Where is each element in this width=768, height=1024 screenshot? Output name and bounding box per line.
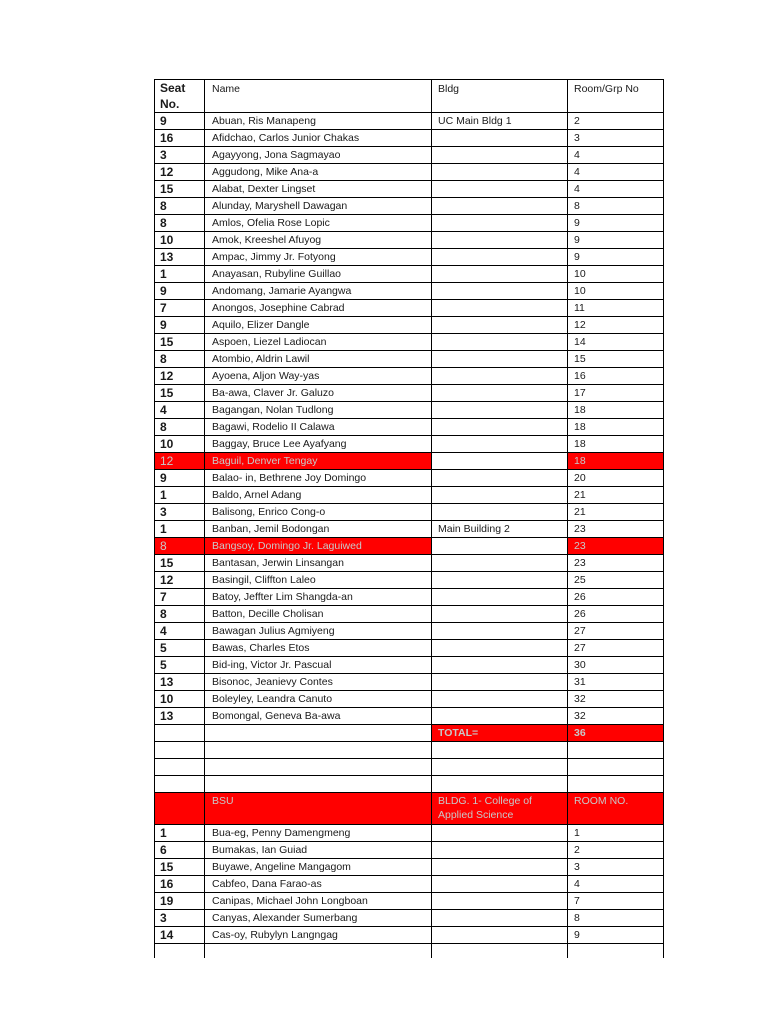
room-cell: 3 <box>568 859 664 876</box>
room-cell: 18 <box>568 453 664 470</box>
seat-no-cell: 12 <box>155 572 205 589</box>
header-seat-no: Seat No. <box>155 80 205 113</box>
seat-no-cell: 15 <box>155 859 205 876</box>
table-row <box>155 436 664 453</box>
seat-no-cell: 3 <box>155 504 205 521</box>
room-cell: 11 <box>568 300 664 317</box>
table-row <box>155 419 664 436</box>
bldg-cell <box>432 130 568 147</box>
table-row <box>155 385 664 402</box>
name-cell: Aspoen, Liezel Ladiocan <box>205 334 432 351</box>
seat-no-cell: 9 <box>155 283 205 300</box>
bldg-cell <box>432 893 568 910</box>
bldg-cell <box>432 215 568 232</box>
room-cell: 8 <box>568 198 664 215</box>
bldg-cell <box>432 317 568 334</box>
bsu-header-label: BSU <box>205 793 432 825</box>
table-row <box>155 927 664 944</box>
seat-no-cell: 9 <box>155 113 205 130</box>
name-cell: Ba-awa, Claver Jr. Galuzo <box>205 385 432 402</box>
room-cell: 4 <box>568 147 664 164</box>
name-cell <box>205 742 432 759</box>
room-cell: 26 <box>568 606 664 623</box>
room-cell: 27 <box>568 640 664 657</box>
seat-no-cell: 8 <box>155 538 205 555</box>
room-cell <box>568 944 664 959</box>
bldg-cell <box>432 402 568 419</box>
name-cell: Bangsoy, Domingo Jr. Laguiwed <box>205 538 432 555</box>
seat-no-cell: 12 <box>155 453 205 470</box>
seat-no-cell: 1 <box>155 825 205 842</box>
seat-no-cell: 3 <box>155 147 205 164</box>
name-cell: Alabat, Dexter Lingset <box>205 181 432 198</box>
bldg-cell <box>432 572 568 589</box>
table-row <box>155 555 664 572</box>
bsu-header-seat <box>155 793 205 825</box>
room-cell: 16 <box>568 368 664 385</box>
name-cell: Afidchao, Carlos Junior Chakas <box>205 130 432 147</box>
name-cell: Atombio, Aldrin Lawil <box>205 351 432 368</box>
name-cell: Balao- in, Bethrene Joy Domingo <box>205 470 432 487</box>
seat-no-cell: 5 <box>155 657 205 674</box>
seat-no-cell <box>155 725 205 742</box>
name-cell: Banban, Jemil Bodongan <box>205 521 432 538</box>
table-row <box>155 266 664 283</box>
seat-no-cell: 12 <box>155 164 205 181</box>
room-cell: 1 <box>568 825 664 842</box>
seat-no-cell: 3 <box>155 910 205 927</box>
bldg-cell <box>432 164 568 181</box>
table-row <box>155 589 664 606</box>
seat-no-cell: 16 <box>155 876 205 893</box>
room-cell: 27 <box>568 623 664 640</box>
room-cell: 23 <box>568 538 664 555</box>
bldg-cell <box>432 876 568 893</box>
name-cell: Aquilo, Elizer Dangle <box>205 317 432 334</box>
room-cell: 9 <box>568 232 664 249</box>
name-cell: Boleyley, Leandra Canuto <box>205 691 432 708</box>
bldg-cell <box>432 708 568 725</box>
table-row <box>155 181 664 198</box>
table-row <box>155 334 664 351</box>
header-name: Name <box>205 80 432 113</box>
name-cell: Abuan, Ris Manapeng <box>205 113 432 130</box>
seat-no-cell: 7 <box>155 589 205 606</box>
seat-no-cell: 9 <box>155 317 205 334</box>
name-cell: Canipas, Michael John Longboan <box>205 893 432 910</box>
table-row <box>155 300 664 317</box>
bldg-cell <box>432 674 568 691</box>
room-cell: 25 <box>568 572 664 589</box>
table-row <box>155 893 664 910</box>
bldg-cell <box>432 368 568 385</box>
name-cell: Bawas, Charles Etos <box>205 640 432 657</box>
name-cell: Anongos, Josephine Cabrad <box>205 300 432 317</box>
table-row <box>155 351 664 368</box>
seat-assignment-table <box>154 79 664 958</box>
room-cell: 12 <box>568 317 664 334</box>
bldg-cell <box>432 776 568 793</box>
bldg-cell <box>432 842 568 859</box>
room-cell <box>568 742 664 759</box>
bldg-cell <box>432 742 568 759</box>
room-cell: 31 <box>568 674 664 691</box>
name-cell: Agayyong, Jona Sagmayao <box>205 147 432 164</box>
bldg-cell <box>432 691 568 708</box>
table-continuation <box>155 944 664 959</box>
name-cell: Cabfeo, Dana Farao-as <box>205 876 432 893</box>
room-cell: 32 <box>568 708 664 725</box>
seat-no-cell: 9 <box>155 470 205 487</box>
table-row <box>155 521 664 538</box>
name-cell: Amlos, Ofelia Rose Lopic <box>205 215 432 232</box>
room-cell: 23 <box>568 521 664 538</box>
name-cell <box>205 944 432 959</box>
seat-no-cell: 7 <box>155 300 205 317</box>
room-cell: 8 <box>568 910 664 927</box>
bldg-cell <box>432 538 568 555</box>
room-cell: 15 <box>568 351 664 368</box>
bldg-cell <box>432 487 568 504</box>
seat-no-cell: 19 <box>155 893 205 910</box>
seat-no-cell: 12 <box>155 368 205 385</box>
room-cell: 9 <box>568 215 664 232</box>
total-row <box>155 725 664 742</box>
room-cell: 10 <box>568 283 664 300</box>
name-cell: Batton, Decille Cholisan <box>205 606 432 623</box>
name-cell: Bagawi, Rodelio II Calawa <box>205 419 432 436</box>
bldg-cell <box>432 640 568 657</box>
bldg-cell <box>432 266 568 283</box>
name-cell: Balisong, Enrico Cong-o <box>205 504 432 521</box>
room-cell: 26 <box>568 589 664 606</box>
room-cell: 23 <box>568 555 664 572</box>
name-cell: Aggudong, Mike Ana-a <box>205 164 432 181</box>
table-row <box>155 164 664 181</box>
name-cell: Anayasan, Rubyline Guillao <box>205 266 432 283</box>
table-row <box>155 825 664 842</box>
room-cell: 18 <box>568 419 664 436</box>
highlighted-table-row <box>155 453 664 470</box>
seat-no-cell <box>155 776 205 793</box>
name-cell <box>205 776 432 793</box>
bldg-cell <box>432 283 568 300</box>
name-cell: Alunday, Maryshell Dawagan <box>205 198 432 215</box>
seat-no-cell: 13 <box>155 708 205 725</box>
name-cell: Cas-oy, Rubylyn Langngag <box>205 927 432 944</box>
seat-no-cell: 8 <box>155 351 205 368</box>
seat-no-cell: 8 <box>155 419 205 436</box>
bsu-header-room: ROOM NO. <box>568 793 664 825</box>
seat-no-cell: 15 <box>155 334 205 351</box>
name-cell: Ayoena, Aljon Way-yas <box>205 368 432 385</box>
seat-no-cell: 8 <box>155 198 205 215</box>
name-cell: Baguil, Denver Tengay <box>205 453 432 470</box>
seat-no-cell: 15 <box>155 385 205 402</box>
bldg-cell <box>432 436 568 453</box>
name-cell: Bumakas, Ian Guiad <box>205 842 432 859</box>
bldg-cell <box>432 453 568 470</box>
name-cell: Canyas, Alexander Sumerbang <box>205 910 432 927</box>
table-row <box>155 402 664 419</box>
room-cell: 4 <box>568 181 664 198</box>
bldg-cell <box>432 181 568 198</box>
total-label: TOTAL= <box>432 725 568 742</box>
room-cell: 9 <box>568 249 664 266</box>
seat-no-cell: 15 <box>155 181 205 198</box>
bldg-cell <box>432 910 568 927</box>
bldg-cell <box>432 589 568 606</box>
room-cell: 2 <box>568 842 664 859</box>
table-row <box>155 606 664 623</box>
seat-no-cell: 8 <box>155 215 205 232</box>
bldg-cell <box>432 351 568 368</box>
seat-no-cell: 10 <box>155 691 205 708</box>
header-room-grp-no: Room/Grp No <box>568 80 664 113</box>
name-cell: Buyawe, Angeline Mangagom <box>205 859 432 876</box>
room-cell: 2 <box>568 113 664 130</box>
seat-no-cell: 10 <box>155 232 205 249</box>
bldg-cell <box>432 249 568 266</box>
name-cell: Ampac, Jimmy Jr. Fotyong <box>205 249 432 266</box>
table-header-row <box>155 80 664 113</box>
room-cell: 14 <box>568 334 664 351</box>
highlighted-table-row <box>155 538 664 555</box>
bldg-cell <box>432 944 568 959</box>
bldg-cell <box>432 623 568 640</box>
table-row <box>155 249 664 266</box>
document-page <box>154 79 663 958</box>
bldg-cell <box>432 657 568 674</box>
name-cell: Baldo, Arnel Adang <box>205 487 432 504</box>
seat-no-cell: 5 <box>155 640 205 657</box>
bsu-section-header <box>155 793 664 825</box>
header-bldg: Bldg <box>432 80 568 113</box>
name-cell: Basingil, Cliffton Laleo <box>205 572 432 589</box>
seat-no-cell: 13 <box>155 674 205 691</box>
seat-no-cell: 1 <box>155 266 205 283</box>
bldg-cell <box>432 334 568 351</box>
bldg-cell <box>432 606 568 623</box>
bldg-cell <box>432 504 568 521</box>
table-row <box>155 910 664 927</box>
bsu-header-bldg: BLDG. 1- College of Applied Science <box>432 793 568 825</box>
table-row <box>155 470 664 487</box>
name-cell: Bua-eg, Penny Damengmeng <box>205 825 432 842</box>
name-cell: Batoy, Jeffter Lim Shangda-an <box>205 589 432 606</box>
seat-no-cell: 4 <box>155 402 205 419</box>
room-cell: 20 <box>568 470 664 487</box>
bldg-cell <box>432 825 568 842</box>
table-row <box>155 572 664 589</box>
bldg-cell <box>432 759 568 776</box>
bldg-cell: Main Building 2 <box>432 521 568 538</box>
name-cell: Amok, Kreeshel Afuyog <box>205 232 432 249</box>
name-cell: Bawagan Julius Agmiyeng <box>205 623 432 640</box>
room-cell: 21 <box>568 487 664 504</box>
bldg-cell <box>432 419 568 436</box>
table-row <box>155 487 664 504</box>
table-row <box>155 623 664 640</box>
bldg-cell <box>432 198 568 215</box>
table-row <box>155 640 664 657</box>
table-row <box>155 130 664 147</box>
bldg-cell: UC Main Bldg 1 <box>432 113 568 130</box>
room-cell: 3 <box>568 130 664 147</box>
room-cell: 18 <box>568 402 664 419</box>
seat-no-cell: 16 <box>155 130 205 147</box>
room-cell: 10 <box>568 266 664 283</box>
seat-no-cell <box>155 944 205 959</box>
seat-no-cell: 14 <box>155 927 205 944</box>
table-row <box>155 215 664 232</box>
table-row <box>155 876 664 893</box>
table-row <box>155 147 664 164</box>
room-cell: 21 <box>568 504 664 521</box>
name-cell <box>205 725 432 742</box>
seat-no-cell: 13 <box>155 249 205 266</box>
name-cell: Bisonoc, Jeanievy Contes <box>205 674 432 691</box>
table-row <box>155 691 664 708</box>
room-cell: 17 <box>568 385 664 402</box>
seat-no-cell: 1 <box>155 521 205 538</box>
name-cell: Bagangan, Nolan Tudlong <box>205 402 432 419</box>
empty-row <box>155 759 664 776</box>
table-row <box>155 113 664 130</box>
seat-no-cell: 6 <box>155 842 205 859</box>
seat-no-cell: 8 <box>155 606 205 623</box>
room-cell: 4 <box>568 876 664 893</box>
total-value: 36 <box>568 725 664 742</box>
empty-row <box>155 776 664 793</box>
bldg-cell <box>432 147 568 164</box>
bldg-cell <box>432 470 568 487</box>
table-row <box>155 368 664 385</box>
bldg-cell <box>432 859 568 876</box>
seat-no-cell: 10 <box>155 436 205 453</box>
table-row <box>155 232 664 249</box>
seat-no-cell <box>155 759 205 776</box>
name-cell: Bantasan, Jerwin Linsangan <box>205 555 432 572</box>
name-cell: Bomongal, Geneva Ba-awa <box>205 708 432 725</box>
table-row <box>155 674 664 691</box>
name-cell: Baggay, Bruce Lee Ayafyang <box>205 436 432 453</box>
room-cell: 7 <box>568 893 664 910</box>
bldg-cell <box>432 555 568 572</box>
table-row <box>155 283 664 300</box>
table-row <box>155 842 664 859</box>
room-cell <box>568 759 664 776</box>
room-cell: 18 <box>568 436 664 453</box>
empty-row <box>155 742 664 759</box>
name-cell: Bid-ing, Victor Jr. Pascual <box>205 657 432 674</box>
bldg-cell <box>432 385 568 402</box>
room-cell: 4 <box>568 164 664 181</box>
room-cell: 9 <box>568 927 664 944</box>
seat-no-cell <box>155 742 205 759</box>
bldg-cell <box>432 300 568 317</box>
table-row <box>155 708 664 725</box>
bldg-cell <box>432 232 568 249</box>
name-cell <box>205 759 432 776</box>
seat-no-cell: 4 <box>155 623 205 640</box>
seat-no-cell: 15 <box>155 555 205 572</box>
table-row <box>155 657 664 674</box>
room-cell <box>568 776 664 793</box>
name-cell: Andomang, Jamarie Ayangwa <box>205 283 432 300</box>
seat-no-cell: 1 <box>155 487 205 504</box>
table-row <box>155 859 664 876</box>
table-row <box>155 317 664 334</box>
room-cell: 32 <box>568 691 664 708</box>
bldg-cell <box>432 927 568 944</box>
table-row <box>155 198 664 215</box>
table-row <box>155 504 664 521</box>
room-cell: 30 <box>568 657 664 674</box>
